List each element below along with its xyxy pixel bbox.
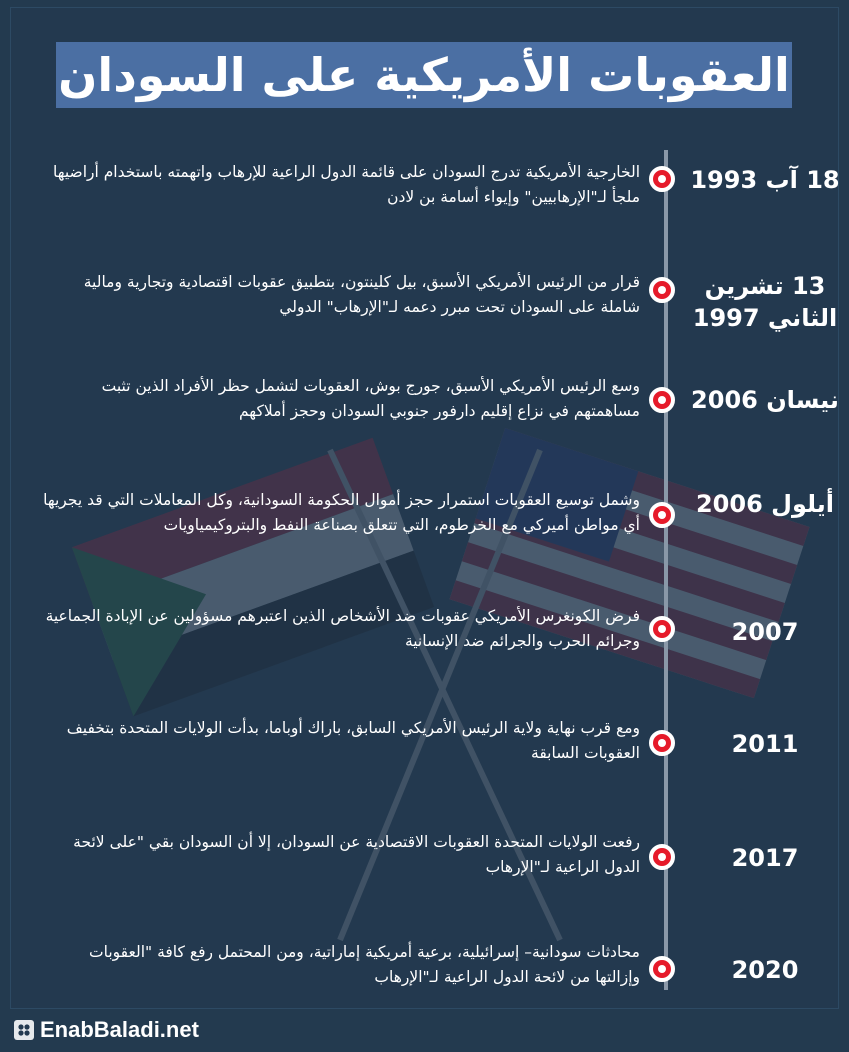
event-date: 18 آب 1993 xyxy=(690,166,840,194)
event-description: فرض الكونغرس الأمريكي عقوبات ضد الأشخاص الذين اعتبرهم مسؤولين عن الإبادة الجماعية وجرائم الحرب والجرائم ضد الإنسانية xyxy=(45,607,640,650)
timeline-dot xyxy=(649,844,675,870)
event-date: 13 تشرين الثاني 1997 xyxy=(692,272,838,332)
event-date: نيسان 2006 xyxy=(691,386,839,414)
event-description: الخارجية الأمريكية تدرج السودان على قائمة الدول الراعية للإرهاب واتهمته باستخدام أراضيها ملجأ لـ"الإرهابيين" وإيواء أسامة بن لادن xyxy=(52,163,640,206)
timeline-dot xyxy=(649,956,675,982)
timeline-dot xyxy=(649,277,675,303)
event-date: 2020 xyxy=(731,956,799,984)
event-description: وسع الرئيس الأمريكي الأسبق، جورج بوش، العقوبات لتشمل حظر الأفراد الذين تثبت مساهمتهم في نزاع إقليم دارفور جنوبي السودان وحجز أملاكهم xyxy=(101,377,640,420)
event-date: 2017 xyxy=(731,844,799,872)
timeline-dot xyxy=(649,166,675,192)
event-date: 2011 xyxy=(731,730,799,758)
timeline-dot xyxy=(649,730,675,756)
event-description: رفعت الولايات المتحدة العقوبات الاقتصادية عن السودان، إلا أن السودان بقي "على لائحة الدول الراعية لـ"الإرهاب xyxy=(73,833,640,876)
event-description: ومع قرب نهاية ولاية الرئيس الأمريكي السابق، باراك أوباما، بدأت الولايات المتحدة بتخفيف العقوبات السابقة xyxy=(66,719,640,762)
page-title: العقوبات الأمريكية على السودان xyxy=(58,48,790,102)
enab-baladi-logo-icon xyxy=(14,1020,34,1040)
site-name: EnabBaladi.net xyxy=(40,1017,199,1042)
event-description: محادثات سودانية– إسرائيلية، برعية أمريكية إماراتية، ومن المحتمل رفع كافة "العقوبات وإزالتها من لائحة الدول الراعية لـ"الإرهاب xyxy=(89,943,640,986)
event-description: قرار من الرئيس الأمريكي الأسبق، بيل كلينتون، بتطبيق عقوبات اقتصادية وتجارية ومالية شاملة على السودان تحت مبرر دعمه لـ"الإرهاب" الدولي xyxy=(83,273,640,316)
footer-brand xyxy=(14,1016,199,1044)
event-date: أيلول 2006 xyxy=(695,490,835,518)
timeline-dot xyxy=(649,387,675,413)
event-description: وشمل توسيع العقوبات استمرار حجز أموال الحكومة السودانية، وكل المعاملات التي قد يجريها أي مواطن أميركي مع الخرطوم، التي تتعلق بصناعة النفط والبتروكيمياويات xyxy=(43,491,640,534)
timeline-dot xyxy=(649,616,675,642)
timeline-dot xyxy=(649,502,675,528)
event-date: 2007 xyxy=(731,618,799,646)
title-banner xyxy=(56,42,792,108)
